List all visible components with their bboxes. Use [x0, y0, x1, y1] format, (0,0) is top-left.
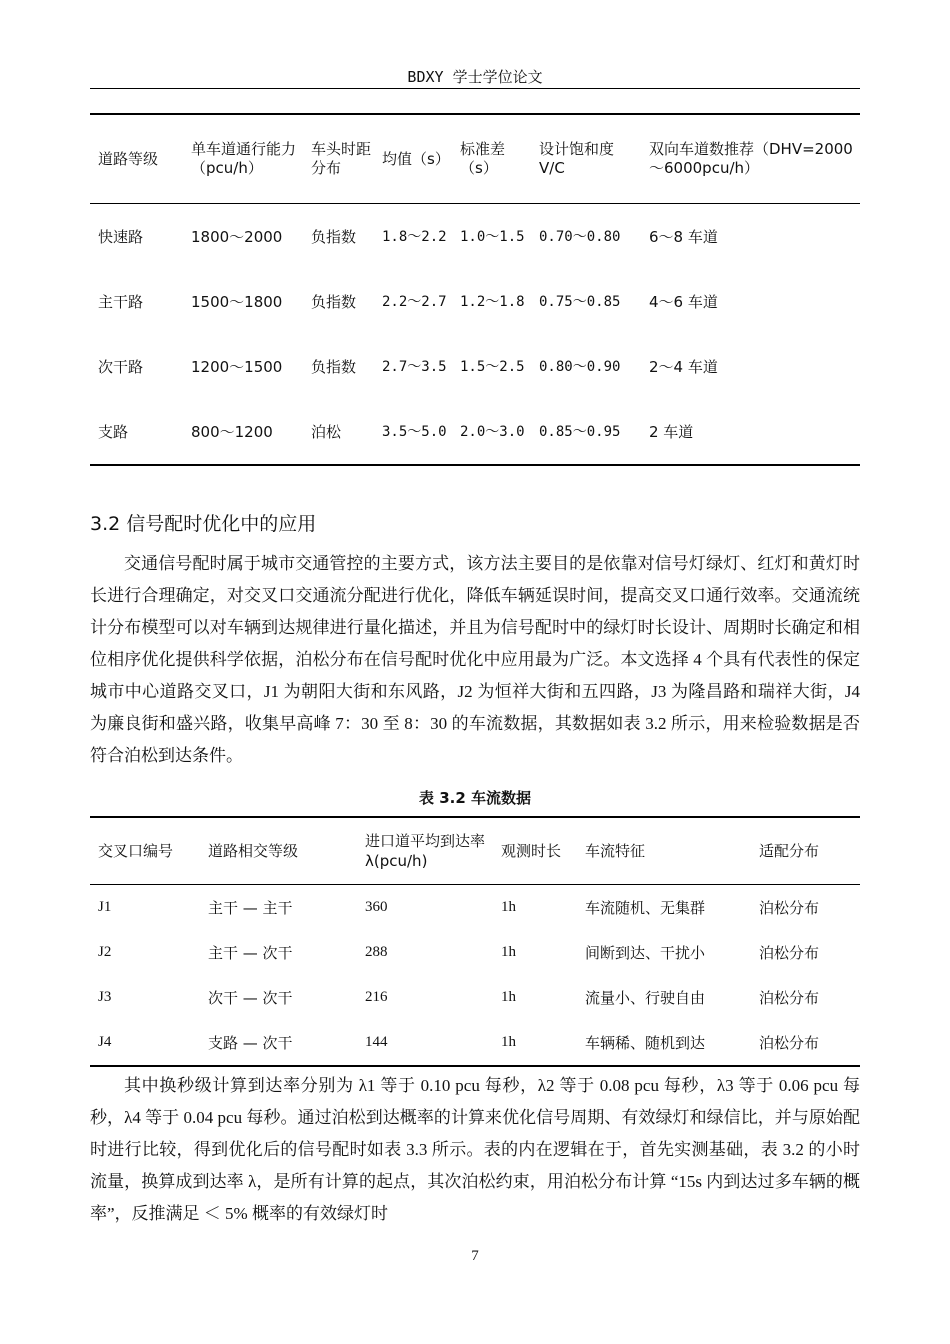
table-cell: 快速路: [98, 227, 144, 246]
table-cell: J4: [98, 1034, 112, 1050]
table-cell: 主干路: [98, 292, 144, 311]
table-cell: 次干 — 次干: [208, 989, 293, 1007]
table-cell: 3.5～5.0: [382, 423, 447, 440]
table-cell: 主干 — 主干: [208, 899, 293, 917]
table-cell: 负指数: [311, 227, 357, 246]
table-cell: 泊松: [311, 422, 342, 441]
table-cell: 车流随机、无集群: [585, 899, 706, 917]
running-header: BDXY 学士学位论文: [407, 68, 543, 86]
table-cell: 1h: [501, 944, 516, 960]
table-cell: 泊松分布: [759, 989, 820, 1007]
traffic-flow-table: [90, 816, 860, 1067]
table-caption: 表 3.2 车流数据: [418, 789, 532, 807]
body-paragraph: 交通信号配时属于城市交通管控的主要方式，该方法主要目的是依靠对信号灯绿灯、红灯和黄灯时长进行合理确定，对交叉口交通流分配进行优化，降低车辆延误时间，提高交叉口通行效率。交通流统计分布模型可以对车辆到达规律进行量化描述，并且为信号配时中的绿灯时长设计、周期时长确定和相位相序优化提供科学依据，泊松分布在信号配时优化中应用最为广泛。本文选择 4 个具有代表性的保定城市中心道路交叉口，J1 为朝阳大街和东风路，J2 为恒祥大街和五四路，J3 为隆昌路和瑞祥大街，J4 为廉良街和盛兴路，收集早高峰 7：30 至 8：30 的车流数据，其数据如表 3.2 所示，用来检验数据是否符合泊松到达条件。: [90, 554, 860, 765]
table-cell: 288: [365, 944, 388, 960]
header-cell: 道路相交等级: [200, 817, 357, 885]
table-row: [90, 269, 860, 334]
header-cell: 进口道平均到达率 λ(pcu/h): [357, 817, 493, 885]
table-cell: 1.5～2.5: [460, 358, 525, 375]
table-cell: 1500～1800: [191, 292, 283, 311]
table-cell: 360: [365, 899, 388, 915]
header-rule: [90, 88, 860, 89]
table-cell: J1: [98, 899, 112, 915]
table-cell: 1h: [501, 1034, 516, 1050]
table-cell: 泊松分布: [759, 899, 820, 917]
table-row: [90, 334, 860, 399]
table-cell: 车辆稀、随机到达: [585, 1034, 706, 1052]
table-row: [90, 204, 860, 270]
table-cell: 间断到达、干扰小: [585, 944, 706, 962]
table-cell: 800～1200: [191, 422, 273, 441]
table-header-row: [90, 817, 860, 885]
table-cell: 1h: [501, 989, 516, 1005]
table-cell: 泊松分布: [759, 944, 820, 962]
table-cell: 次干路: [98, 357, 144, 376]
table-cell: 2.0～3.0: [460, 423, 525, 440]
table-header-row: [90, 114, 860, 204]
header-cell: 均值（s）: [374, 114, 452, 204]
table-cell: 216: [365, 989, 388, 1005]
table-cell: 支路 — 次干: [208, 1034, 293, 1052]
table-cell: 2～4 车道: [649, 357, 718, 376]
table-cell: 1.2～1.8: [460, 293, 525, 310]
header-cell: 车头时距分布: [303, 114, 374, 204]
header-cell: 车流特征: [577, 817, 751, 885]
table-cell: 支路: [98, 422, 129, 441]
header-cell: 单车道通行能力（pcu/h）: [183, 114, 303, 204]
table-cell: 0.80～0.90: [539, 358, 621, 375]
section-heading: 3.2 信号配时优化中的应用: [90, 513, 317, 535]
table-cell: 负指数: [311, 292, 357, 311]
header-cell: 交叉口编号: [90, 817, 200, 885]
table-cell: 4～6 车道: [649, 292, 718, 311]
table-cell: 1200～1500: [191, 357, 283, 376]
table-row: [90, 1020, 860, 1066]
table-cell: 0.70～0.80: [539, 228, 621, 245]
table-cell: 泊松分布: [759, 1034, 820, 1052]
table-cell: 流量小、行驶自由: [585, 989, 706, 1007]
table-cell: 6～8 车道: [649, 227, 718, 246]
header-cell: 设计饱和度 V/C: [531, 114, 641, 204]
table-cell: 1.0～1.5: [460, 228, 525, 245]
table-row: [90, 930, 860, 975]
table-cell: 2.2～2.7: [382, 293, 447, 310]
table-row: [90, 975, 860, 1020]
header-cell: 双向车道数推荐（DHV=2000～6000pcu/h）: [641, 114, 860, 204]
table-cell: 2 车道: [649, 422, 694, 441]
table-cell: J2: [98, 944, 112, 960]
table-cell: 0.75～0.85: [539, 293, 621, 310]
table-cell: J3: [98, 989, 112, 1005]
table-cell: 1.8～2.2: [382, 228, 447, 245]
header-cell: 道路等级: [90, 114, 183, 204]
table-cell: 负指数: [311, 357, 357, 376]
header-cell: 适配分布: [751, 817, 860, 885]
table-cell: 2.7～3.5: [382, 358, 447, 375]
table-row: [90, 399, 860, 465]
table-cell: 0.85～0.95: [539, 423, 621, 440]
table-cell: 1h: [501, 899, 516, 915]
table-row: [90, 885, 860, 931]
body-paragraph: 其中换秒级计算到达率分别为 λ1 等于 0.10 pcu 每秒，λ2 等于 0.08 pcu 每秒，λ3 等于 0.06 pcu 每秒，λ4 等于 0.04 pcu 每秒。通过泊松到达概率的计算来优化信号周期、有效绿灯和绿信比，并与原始配时进行比较，得到优化后的信号配时如表 3.3 所示。表的内在逻辑在于，首先实测基础，表 3.2 的小时流量，换算成到达率 λ，是所有计算的起点，其次泊松约束，用泊松分布计算 “15s 内到达过多车辆的概率”，反推满足 ＜ 5% 概率的有效绿灯时: [90, 1076, 860, 1223]
header-cell: 观测时长: [493, 817, 577, 885]
table-cell: 144: [365, 1034, 388, 1050]
road-grade-table: [90, 113, 860, 466]
page-number: 7: [471, 1248, 479, 1264]
header-cell: 标准差（s）: [452, 114, 531, 204]
table-cell: 1800～2000: [191, 227, 283, 246]
table-cell: 主干 — 次干: [208, 944, 293, 962]
